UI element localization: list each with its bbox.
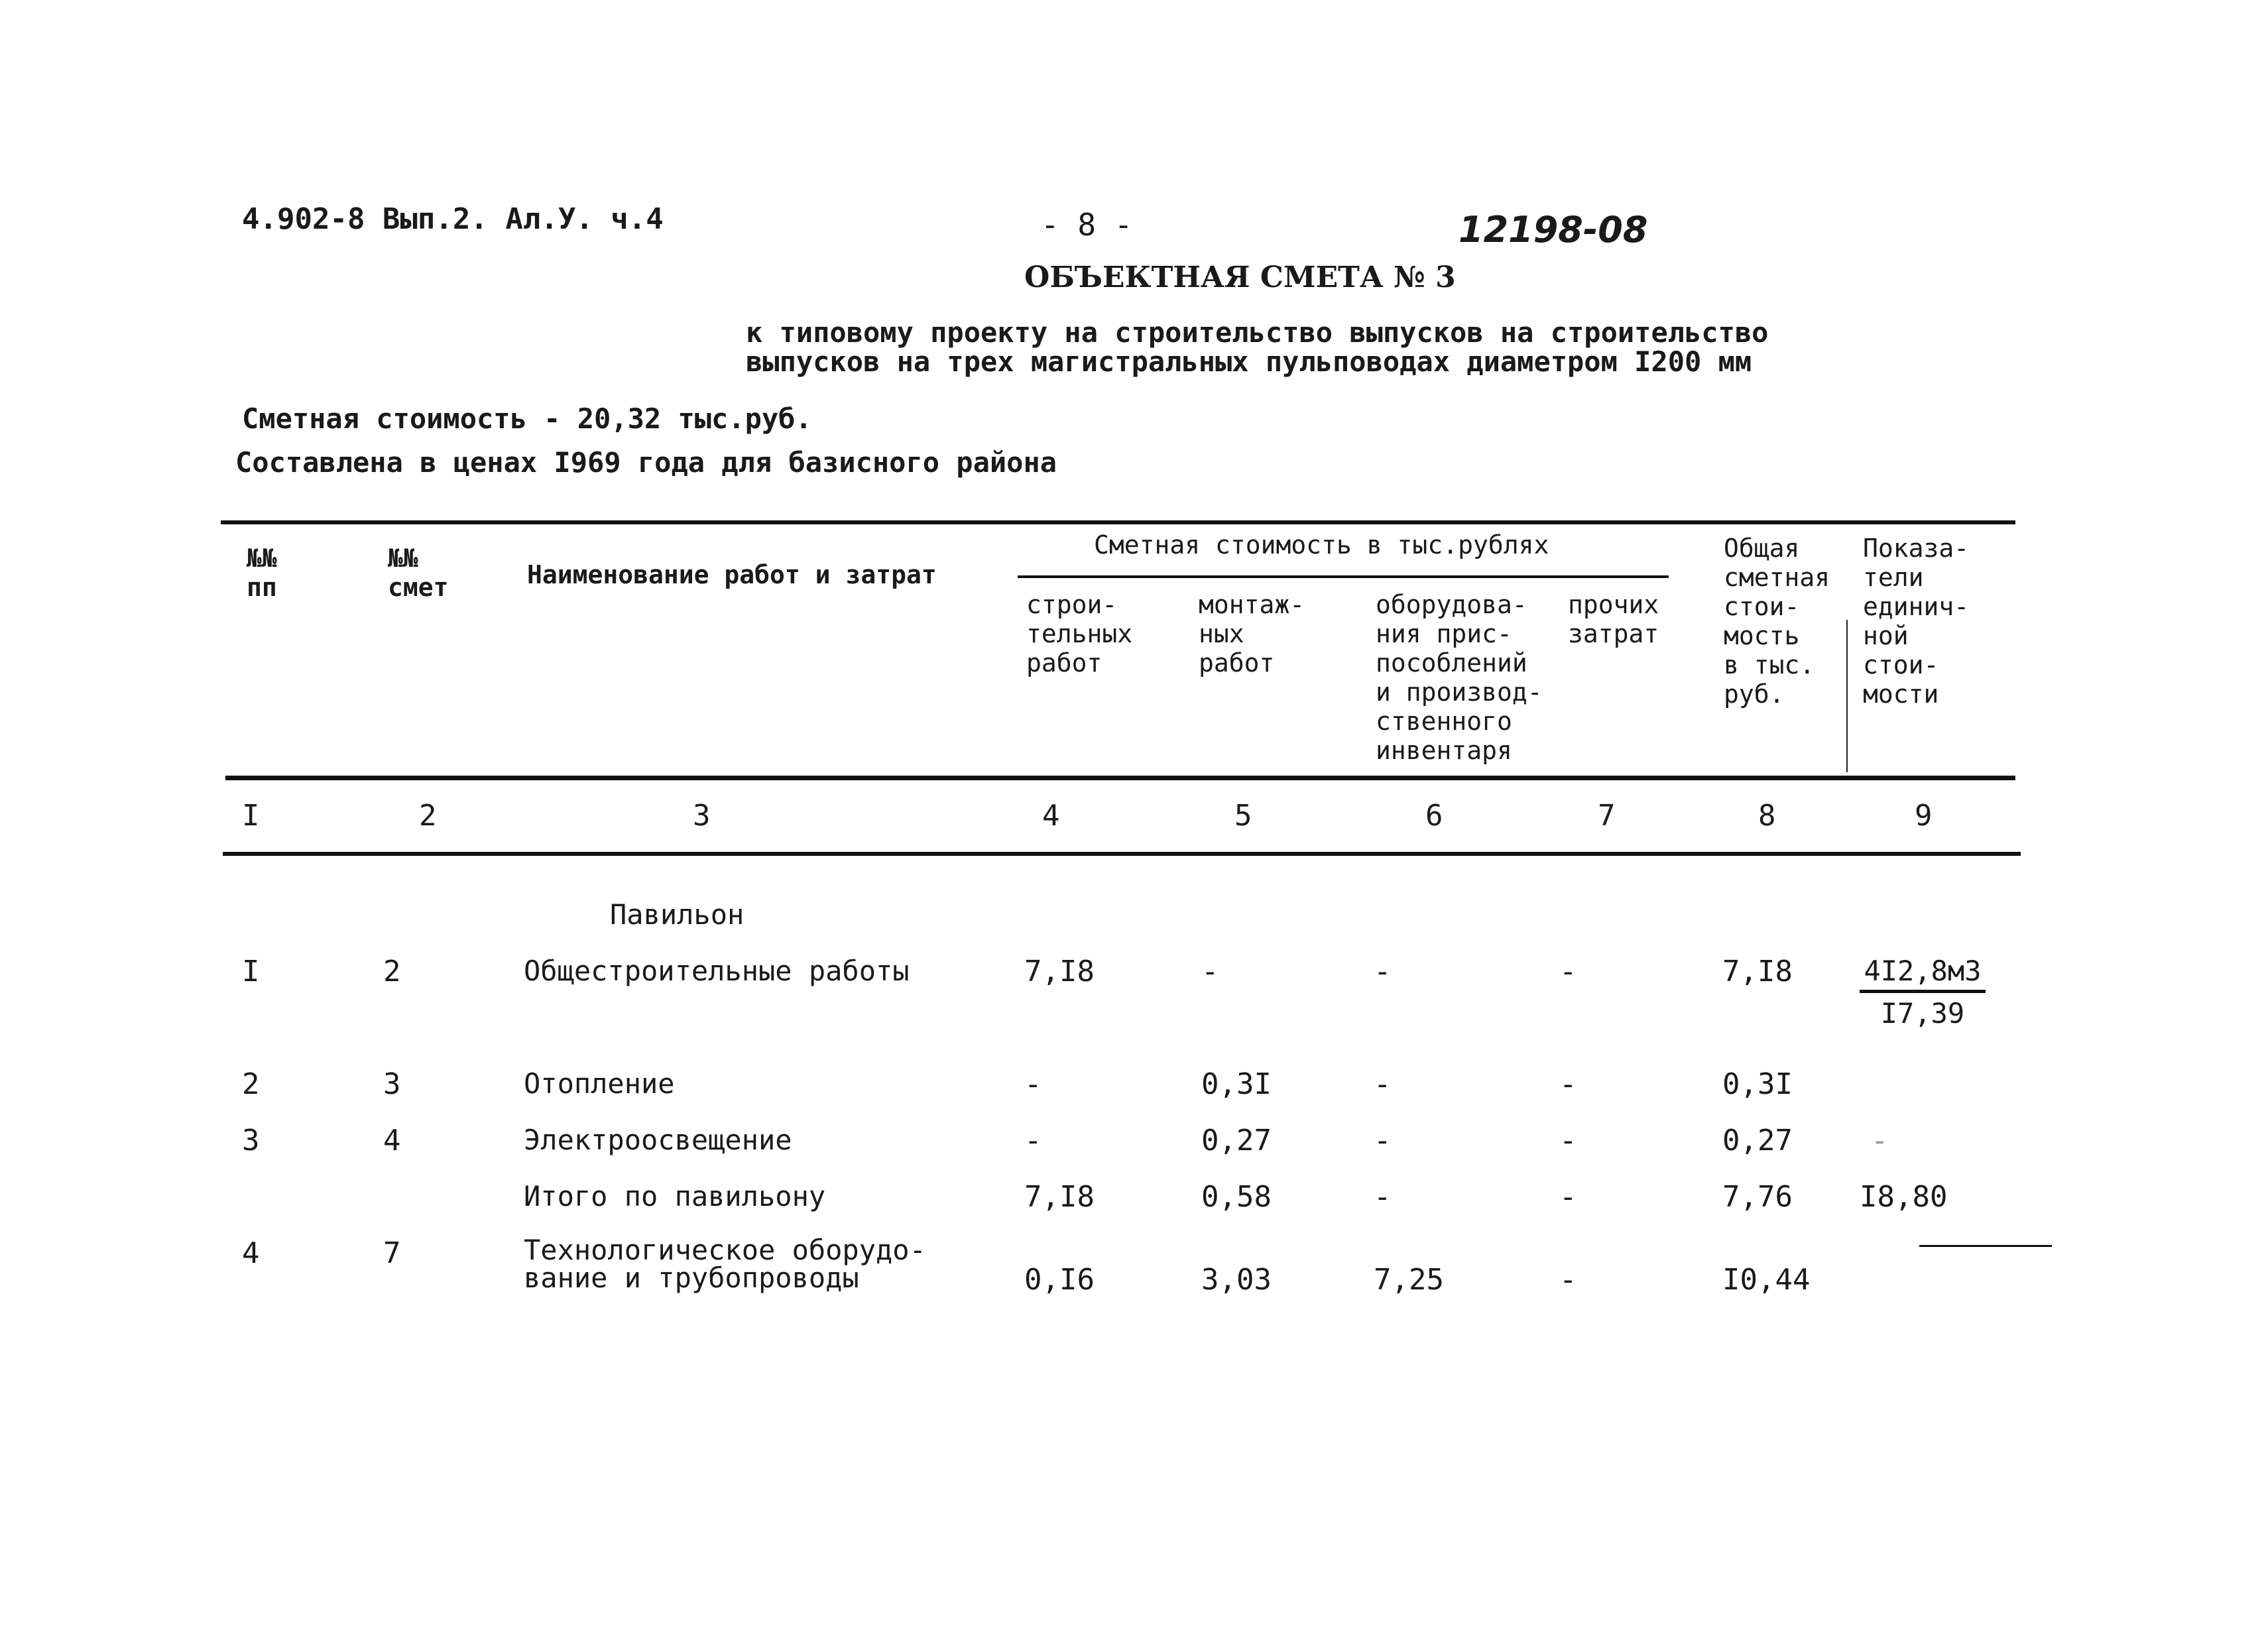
header-col5: монтаж- ных работ [1199,590,1305,678]
estimate-number: 3 [383,1067,401,1101]
installation-cost: - [1201,955,1219,988]
col-number-9: 9 [1915,799,1933,833]
installation-cost: 3,03 [1201,1263,1272,1297]
group-header-rule [1018,575,1669,578]
trailing-rule [1919,1245,2052,1247]
page-number: - 8 - [1041,207,1133,243]
construction-cost: 7,I8 [1024,955,1095,988]
estimate-number: 2 [383,955,401,988]
col-number-3: 3 [693,799,711,833]
row-number: I [242,955,260,988]
col-number-2: 2 [419,799,437,833]
document-title: ОБЪЕКТНАЯ СМЕТА № 3 [1024,261,1456,294]
estimate-number: 4 [383,1124,401,1157]
construction-cost: - [1024,1124,1042,1157]
construction-cost: 0,I6 [1024,1263,1095,1297]
col9-divider [1846,620,1848,772]
equipment-cost: - [1374,1124,1392,1157]
table-top-rule [221,520,2015,524]
installation-cost: 0,27 [1201,1124,1272,1157]
other-cost: - [1559,955,1577,988]
work-name: Отопление [524,1067,675,1100]
total-cost: 0,27 [1722,1124,1793,1157]
row-number: 3 [242,1124,260,1157]
header-col9: Показа- тели единич- ной стои- мости [1863,534,1970,709]
subtitle-line-1: к типовому проекту на строительство выпусков на строительство [746,316,1769,349]
header-group-cost: Сметная стоимость в тыс.рублях [1094,530,1549,560]
header-col4: строи- тельных работ [1026,590,1133,678]
header-col7: прочих затрат [1568,590,1659,648]
header-col3: Наименование работ и затрат [527,560,937,589]
equipment-cost: - [1374,1180,1392,1214]
other-cost: - [1559,1263,1577,1297]
other-cost: - [1559,1124,1577,1157]
other-cost: - [1559,1067,1577,1101]
unit-cost: - [1871,1124,1889,1157]
col-number-5: 5 [1234,799,1252,833]
section-label: Павильон [610,898,745,931]
work-name: Электроосвещение [524,1124,792,1156]
work-name: Технологическое оборудо- вание и трубопроводы [524,1234,926,1294]
construction-cost: 7,I8 [1024,1180,1095,1214]
equipment-cost: - [1374,1067,1392,1101]
construction-cost: - [1024,1067,1042,1101]
header-col8: Общая сметная стои- мость в тыс. руб. [1724,534,1830,709]
unit-cost: I8,80 [1860,1180,1948,1214]
header-bottom-rule [225,776,2015,780]
estimate-number: 7 [383,1236,401,1270]
equipment-cost: - [1374,955,1392,988]
total-cost: 7,I8 [1722,955,1793,988]
col-number-6: 6 [1425,799,1443,833]
colnum-bottom-rule [223,852,2021,856]
subtitle-line-2: выпусков на трех магистральных пульповодах диаметром I200 мм [746,345,1752,378]
installation-cost: 0,3I [1201,1067,1272,1101]
header-col2: №№ смет [388,544,449,602]
row-number: 4 [242,1236,260,1270]
compiled-note: Составлена в ценах I969 года для базисного района [235,446,1057,479]
document-number: 12198-08 [1459,209,1648,251]
work-name: Общестроительные работы [524,955,910,987]
header-col6: оборудова- ния прис- пособлений и производ- ственного инвентаря [1376,590,1543,765]
total-cost: I0,44 [1722,1263,1811,1297]
total-cost: 7,76 [1722,1180,1793,1214]
col-number-1: I [242,799,260,833]
estimate-cost: Сметная стоимость - 20,32 тыс.руб. [242,402,812,435]
total-cost: 0,3I [1722,1067,1793,1101]
col-number-7: 7 [1598,799,1616,833]
other-cost: - [1559,1180,1577,1214]
row-number: 2 [242,1067,260,1101]
work-name: Итого по павильону [524,1180,826,1212]
unit-cost-value: I7,39 [1880,997,1965,1030]
col-number-4: 4 [1042,799,1060,833]
document-subtitle [746,318,1768,377]
unit-volume: 4I2,8м3 [1860,955,1986,993]
equipment-cost: 7,25 [1374,1263,1444,1297]
installation-cost: 0,58 [1201,1180,1272,1214]
document-code: 4.902-8 Вып.2. Ал.У. ч.4 [242,202,664,236]
col-number-8: 8 [1758,799,1776,833]
header-col1: №№ пп [247,544,277,602]
unit-cost-fraction [1860,955,1986,1030]
